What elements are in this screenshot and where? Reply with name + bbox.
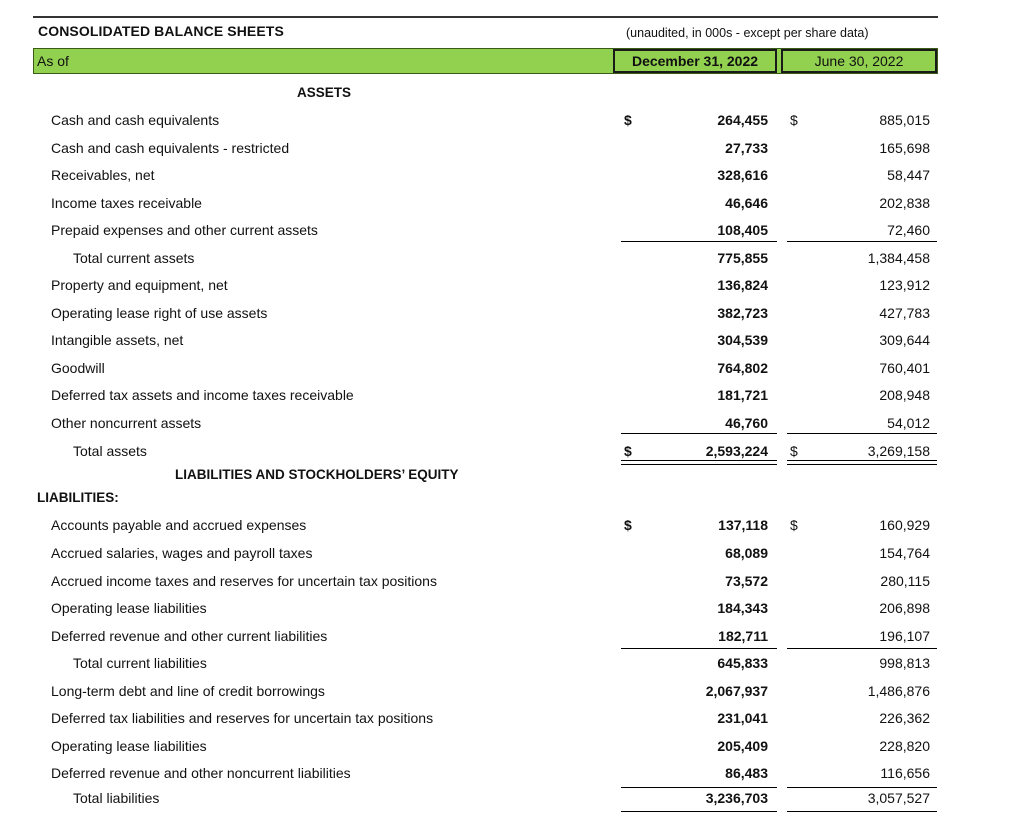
row-label: Deferred revenue and other noncurrent liabilities bbox=[51, 765, 351, 781]
value-dec-2022: 68,089 bbox=[725, 545, 768, 561]
value-jun-2022: 154,764 bbox=[879, 545, 930, 561]
row-label: Other noncurrent assets bbox=[51, 415, 202, 431]
row-label: Deferred revenue and other current liabilities bbox=[51, 628, 328, 644]
liabilities-heading: LIABILITIES: bbox=[37, 490, 119, 505]
value-dec-2022: 108,405 bbox=[717, 222, 768, 238]
value-jun-2022: 72,460 bbox=[887, 222, 930, 238]
value-jun-2022: 998,813 bbox=[879, 655, 930, 671]
value-jun-2022: 58,447 bbox=[887, 167, 930, 183]
value-dec-2022: 764,802 bbox=[717, 360, 768, 376]
value-jun-2022: 427,783 bbox=[879, 305, 930, 321]
row-label: Operating lease liabilities bbox=[51, 738, 207, 754]
row-label: Total current assets bbox=[73, 250, 195, 266]
subtotal-rule-jun bbox=[787, 241, 937, 242]
value-dec-2022: 46,646 bbox=[725, 195, 768, 211]
total-liab-bottom-rule-jun bbox=[787, 811, 937, 812]
current-liab-rule-jun bbox=[787, 648, 937, 649]
column-header-dec-label: December 31, 2022 bbox=[631, 53, 759, 69]
row-label: Operating lease right of use assets bbox=[51, 305, 268, 321]
row-label: Cash and cash equivalents bbox=[51, 112, 220, 128]
row-label: Accounts payable and accrued expenses bbox=[51, 517, 307, 533]
value-jun-2022: 760,401 bbox=[879, 360, 930, 376]
subtotal-rule-dec bbox=[621, 241, 777, 242]
title-rule bbox=[33, 16, 938, 18]
value-jun-2022: 196,107 bbox=[879, 628, 930, 644]
currency-symbol: $ bbox=[624, 443, 632, 459]
currency-symbol: $ bbox=[790, 517, 798, 533]
value-dec-2022: 86,483 bbox=[725, 765, 768, 781]
value-dec-2022: 181,721 bbox=[717, 387, 768, 403]
value-dec-2022: 775,855 bbox=[717, 250, 768, 266]
row-label: Deferred tax liabilities and reserves for uncertain tax positions bbox=[51, 710, 434, 726]
column-header-jun-2022 bbox=[781, 49, 937, 73]
value-dec-2022: 46,760 bbox=[725, 415, 768, 431]
value-jun-2022: 116,656 bbox=[880, 765, 930, 781]
row-label: Total liabilities bbox=[73, 790, 160, 806]
value-jun-2022: 228,820 bbox=[879, 738, 930, 754]
value-jun-2022: 885,015 bbox=[879, 112, 930, 128]
value-jun-2022: 309,644 bbox=[879, 332, 930, 348]
current-liab-rule-dec bbox=[621, 648, 777, 649]
currency-symbol: $ bbox=[624, 517, 632, 533]
value-dec-2022: 3,236,703 bbox=[705, 790, 768, 806]
total-rule-jun bbox=[787, 433, 937, 434]
column-header-jun-label: June 30, 2022 bbox=[814, 53, 904, 69]
double-rule-dec bbox=[621, 460, 777, 465]
value-dec-2022: 136,824 bbox=[717, 277, 768, 293]
row-label: Deferred tax assets and income taxes receivable bbox=[51, 387, 354, 403]
row-label: Receivables, net bbox=[51, 167, 155, 183]
as-of-label: As of bbox=[37, 53, 69, 69]
value-jun-2022: 3,269,158 bbox=[867, 443, 930, 459]
value-jun-2022: 165,698 bbox=[879, 140, 930, 156]
value-dec-2022: 27,733 bbox=[725, 140, 768, 156]
row-label: Accrued income taxes and reserves for uncertain tax positions bbox=[51, 573, 437, 589]
value-jun-2022: 226,362 bbox=[879, 710, 930, 726]
liabilities-equity-heading: LIABILITIES AND STOCKHOLDERS’ EQUITY bbox=[175, 467, 459, 482]
currency-symbol: $ bbox=[624, 112, 632, 128]
row-label: Property and equipment, net bbox=[51, 277, 228, 293]
value-dec-2022: 2,593,224 bbox=[705, 443, 768, 459]
value-dec-2022: 304,539 bbox=[717, 332, 768, 348]
value-dec-2022: 382,723 bbox=[717, 305, 768, 321]
value-dec-2022: 231,041 bbox=[717, 710, 768, 726]
value-jun-2022: 1,384,458 bbox=[867, 250, 930, 266]
value-dec-2022: 328,616 bbox=[717, 167, 768, 183]
assets-heading: ASSETS bbox=[297, 85, 352, 100]
row-label: Goodwill bbox=[51, 360, 105, 376]
value-jun-2022: 160,929 bbox=[879, 517, 930, 533]
total-rule-dec bbox=[621, 433, 777, 434]
value-dec-2022: 205,409 bbox=[717, 738, 768, 754]
value-dec-2022: 2,067,937 bbox=[705, 683, 768, 699]
row-label: Long-term debt and line of credit borrowings bbox=[51, 683, 325, 699]
units-note: (unaudited, in 000s - except per share data) bbox=[626, 26, 869, 40]
row-label: Prepaid expenses and other current assets bbox=[51, 222, 318, 238]
row-label: Accrued salaries, wages and payroll taxes bbox=[51, 545, 313, 561]
total-liab-bottom-rule-dec bbox=[621, 811, 777, 812]
value-jun-2022: 208,948 bbox=[879, 387, 930, 403]
row-label: Operating lease liabilities bbox=[51, 600, 207, 616]
row-label: Total current liabilities bbox=[73, 655, 207, 671]
total-liab-rule-jun bbox=[787, 787, 937, 788]
statement-title: CONSOLIDATED BALANCE SHEETS bbox=[38, 23, 284, 39]
value-jun-2022: 202,838 bbox=[879, 195, 930, 211]
value-jun-2022: 206,898 bbox=[879, 600, 930, 616]
column-header-dec-2022 bbox=[613, 49, 777, 73]
row-label: Intangible assets, net bbox=[51, 332, 184, 348]
value-dec-2022: 137,118 bbox=[718, 517, 768, 533]
row-label: Cash and cash equivalents - restricted bbox=[51, 140, 290, 156]
value-jun-2022: 3,057,527 bbox=[867, 790, 930, 806]
value-dec-2022: 73,572 bbox=[725, 573, 768, 589]
row-label: Income taxes receivable bbox=[51, 195, 202, 211]
total-liab-rule-dec bbox=[621, 787, 777, 788]
value-dec-2022: 264,455 bbox=[717, 112, 768, 128]
double-rule-jun bbox=[787, 460, 937, 465]
currency-symbol: $ bbox=[790, 443, 798, 459]
row-label: Total assets bbox=[73, 443, 147, 459]
currency-symbol: $ bbox=[790, 112, 798, 128]
value-jun-2022: 1,486,876 bbox=[867, 683, 930, 699]
value-jun-2022: 280,115 bbox=[880, 573, 930, 589]
value-dec-2022: 184,343 bbox=[717, 600, 768, 616]
value-jun-2022: 123,912 bbox=[879, 277, 930, 293]
value-dec-2022: 182,711 bbox=[718, 628, 768, 644]
value-jun-2022: 54,012 bbox=[887, 415, 930, 431]
value-dec-2022: 645,833 bbox=[717, 655, 768, 671]
